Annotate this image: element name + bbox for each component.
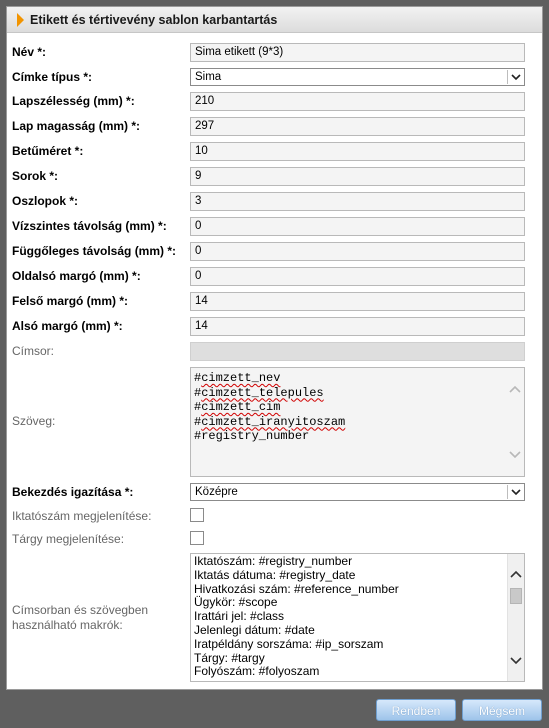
- makrok-list[interactable]: [190, 553, 525, 682]
- betumeret-input[interactable]: 10: [190, 142, 525, 161]
- szoveg-line-2-word: cimzett_cim: [201, 400, 281, 414]
- chevron-up-icon[interactable]: [508, 566, 524, 582]
- szoveg-line: #cimzett_telepules: [194, 385, 324, 400]
- label-sorok: Sorok *:: [12, 169, 59, 183]
- nev-input[interactable]: Sima etikett (9*3): [190, 43, 525, 62]
- oszlopok-input[interactable]: 3: [190, 192, 525, 211]
- label-szoveg: Szöveg:: [12, 414, 56, 428]
- makrok-scrollbar[interactable]: [507, 554, 524, 681]
- label-fuggoleges-tavolsag: Függőleges távolság (mm) *:: [12, 244, 177, 258]
- szoveg-line-0-word: cimzett_nev: [201, 371, 281, 385]
- szoveg-line: #registry_number: [194, 429, 310, 443]
- list-item[interactable]: Hivatkozási szám: #reference_number: [194, 581, 399, 596]
- scrollbar-thumb[interactable]: [510, 588, 522, 604]
- vizszintes-tavolsag-input[interactable]: 0: [190, 217, 525, 236]
- sorok-input[interactable]: 9: [190, 167, 525, 186]
- label-bekezdes-igazitasa: Bekezdés igazítása *:: [12, 485, 134, 499]
- szoveg-line-1-word: cimzett_telepules: [201, 385, 324, 400]
- lapszelesseg-input[interactable]: 210: [190, 92, 525, 111]
- dialog-title: Etikett és tértivevény sablon karbantartás: [30, 12, 278, 27]
- label-also-margo: Alsó margó (mm) *:: [12, 319, 123, 333]
- szoveg-textarea[interactable]: [190, 367, 525, 477]
- chevron-up-icon[interactable]: [507, 381, 523, 397]
- ok-button[interactable]: Rendben: [376, 699, 456, 721]
- iktatoszam-megjelenitese-checkbox[interactable]: [190, 508, 204, 522]
- szoveg-line: #cimzett_cim: [194, 400, 281, 414]
- oldalso-margo-input[interactable]: 0: [190, 267, 525, 286]
- list-item[interactable]: Folyószám: #folyoszam: [194, 664, 320, 679]
- dialog-titlebar: [7, 7, 542, 33]
- szoveg-line: #cimzett_iranyitoszam: [194, 414, 346, 429]
- cancel-button[interactable]: Mégsem: [462, 699, 542, 721]
- label-lapszelesseg: Lapszélesség (mm) *:: [12, 94, 135, 108]
- list-item[interactable]: Irattári jel: #class: [194, 609, 285, 624]
- list-item[interactable]: Jelenlegi dátum: #date: [194, 622, 315, 637]
- label-makrok-line1: Címsorban és szövegben: [12, 603, 149, 617]
- list-item[interactable]: Iratpéldány sorszáma: #ip_sorszam: [194, 636, 384, 651]
- list-item[interactable]: Iktatószám: #registry_number: [194, 554, 353, 568]
- bekezdes-igazitasa-value: Középre: [195, 486, 238, 498]
- szoveg-line-3-word: cimzett_iranyitoszam: [201, 414, 346, 429]
- chevron-down-icon[interactable]: [508, 653, 524, 669]
- label-felso-margo: Felső margó (mm) *:: [12, 294, 129, 308]
- chevron-down-icon[interactable]: [507, 70, 523, 84]
- felso-margo-input[interactable]: 14: [190, 292, 525, 311]
- list-item[interactable]: Tárgy: #targy: [194, 650, 265, 665]
- cimke-tipus-value: Sima: [195, 71, 222, 83]
- chevron-down-icon[interactable]: [507, 485, 523, 499]
- label-nev: Név *:: [12, 45, 47, 59]
- label-makrok-line2: használható makrók:: [12, 618, 123, 632]
- makrok-items: [194, 555, 521, 679]
- list-item[interactable]: Ügykör: #scope: [194, 595, 278, 610]
- list-item[interactable]: Iktatás dátuma: #registry_date: [194, 567, 356, 582]
- label-betumeret: Betűméret *:: [12, 144, 84, 158]
- cimsor-input[interactable]: [190, 342, 525, 361]
- label-oldalso-margo: Oldalsó margó (mm) *:: [12, 269, 141, 283]
- orange-arrow-icon: [17, 13, 24, 27]
- also-margo-input[interactable]: 14: [190, 317, 525, 336]
- label-vizszintes-tavolsag: Vízszintes távolság (mm) *:: [12, 219, 167, 233]
- cimke-tipus-select[interactable]: [190, 68, 525, 86]
- label-cimke-tipus: Címke típus *:: [12, 70, 93, 84]
- lap-magassag-input[interactable]: 297: [190, 117, 525, 136]
- szoveg-line: #cimzett_nev: [194, 371, 281, 385]
- bekezdes-igazitasa-select[interactable]: [190, 483, 525, 501]
- targy-megjelenitese-checkbox[interactable]: [190, 531, 204, 545]
- label-targy-megjelenitese: Tárgy megjelenítése:: [12, 532, 125, 546]
- fuggoleges-tavolsag-input[interactable]: 0: [190, 242, 525, 261]
- label-cimsor: Címsor:: [12, 344, 54, 358]
- chevron-down-icon[interactable]: [507, 447, 523, 463]
- label-lap-magassag: Lap magasság (mm) *:: [12, 119, 141, 133]
- label-iktatoszam-megjelenitese: Iktatószám megjelenítése:: [12, 509, 152, 523]
- label-oszlopok: Oszlopok *:: [12, 194, 79, 208]
- szoveg-scrollbar[interactable]: [507, 369, 523, 475]
